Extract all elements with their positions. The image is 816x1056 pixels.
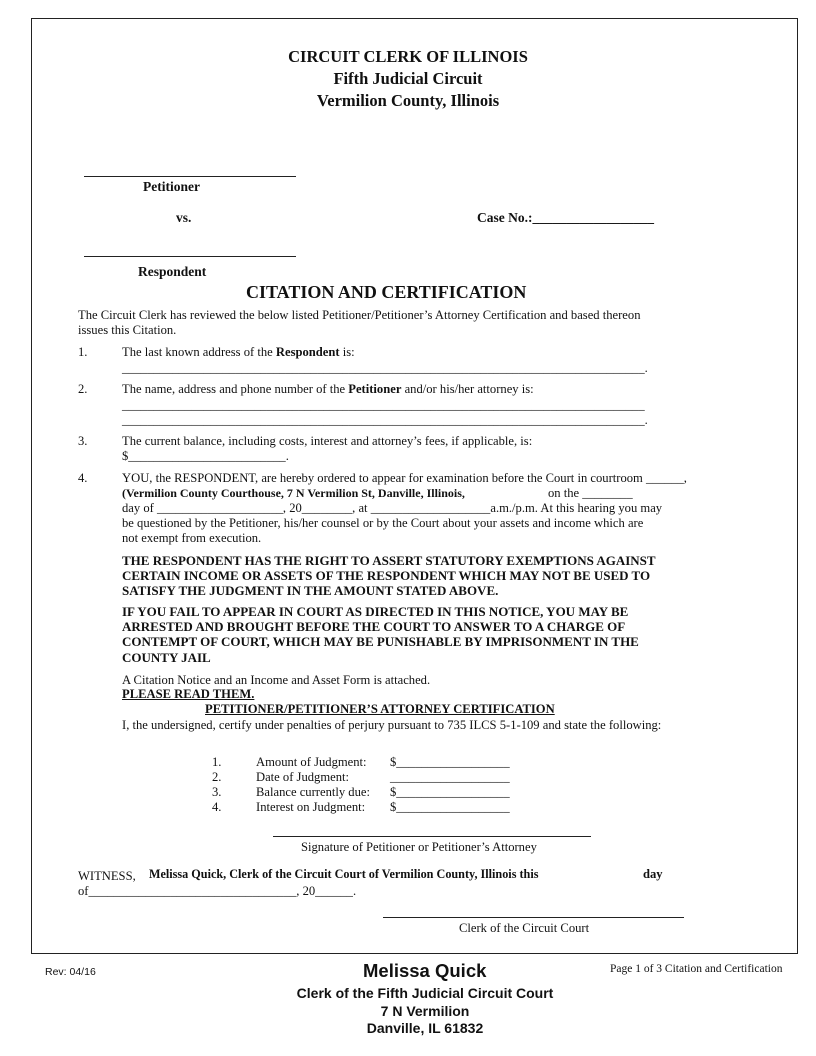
clerk-signature-line[interactable] xyxy=(383,917,684,918)
cert-field-3-number: 3. xyxy=(212,785,222,799)
header-line-1: CIRCUIT CLERK OF ILLINOIS xyxy=(288,47,528,66)
item-4-number: 4. xyxy=(78,471,88,485)
footer-city: Danville, IL 61832 xyxy=(366,1020,484,1036)
petitioner-signature-label: Signature of Petitioner or Petitioner’s Attorney xyxy=(301,840,537,854)
interest-on-judgment-field[interactable]: $__________________ xyxy=(390,800,510,814)
petitioner-info-field-1[interactable]: ___________________________________________________________________________________ xyxy=(122,398,645,412)
petitioner-info-field-2[interactable]: ___________________________________________________________________________________. xyxy=(122,413,648,427)
balance-due-field[interactable]: $__________________ xyxy=(390,785,510,799)
cert-field-4-number: 4. xyxy=(212,800,222,814)
item-4-line-1: YOU, the RESPONDENT, are hereby ordered to appear for examination before the Court in courtroom ______, xyxy=(122,471,687,485)
petitioner-label: Petitioner xyxy=(143,179,200,194)
balance-field[interactable]: $_________________________. xyxy=(122,449,289,463)
vs-label: vs. xyxy=(176,210,192,225)
attached-forms-text: A Citation Notice and an Income and Asset Form is attached. xyxy=(122,673,431,687)
amount-of-judgment-field[interactable]: $__________________ xyxy=(390,755,510,769)
item-2-number: 2. xyxy=(78,382,88,396)
certification-statement: I, the undersigned, certify under penalties of perjury pursuant to 735 ILCS 5-1-109 and state the following: xyxy=(122,718,662,732)
cert-field-1-label: Amount of Judgment: xyxy=(256,755,367,769)
cert-field-4-label: Interest on Judgment: xyxy=(256,800,366,814)
cert-field-2-number: 2. xyxy=(212,770,222,784)
witness-date-field[interactable]: of_________________________________, 20______. xyxy=(78,884,357,898)
footer-court-name: Clerk of the Fifth Judicial Circuit Court xyxy=(296,985,554,1001)
certification-heading: PETITIONER/PETITIONER’S ATTORNEY CERTIFICATION xyxy=(205,702,555,716)
courthouse-address: (Vermilion County Courthouse, 7 N Vermilion St, Danville, Illinois, xyxy=(122,486,465,500)
item-1-number: 1. xyxy=(78,345,88,359)
cert-field-1-number: 1. xyxy=(212,755,222,769)
cert-field-2-label: Date of Judgment: xyxy=(256,770,350,784)
item-4-line-4: be questioned by the Petitioner, his/her counsel or by the Court about your assets and income which are xyxy=(122,516,644,530)
header-line-3: Vermilion County, Illinois xyxy=(316,91,500,110)
petitioner-line[interactable] xyxy=(84,176,296,177)
exemptions-notice: THE RESPONDENT HAS THE RIGHT TO ASSERT STATUTORY EXEMPTIONS AGAINST CERTAIN INCOME OR ASSETS OF THE RESPONDENT WHICH MAY NOT BE USED TO SATISFY THE JUDGMENT IN THE AMOUNT STATED ABOVE. xyxy=(122,553,656,599)
date-of-judgment-field[interactable]: ___________________ xyxy=(390,770,510,784)
respondent-line[interactable] xyxy=(84,256,296,257)
footer-street: 7 N Vermilion xyxy=(380,1003,470,1019)
item-4-line-5: not exempt from execution. xyxy=(122,531,262,545)
clerk-signature-label: Clerk of the Circuit Court xyxy=(459,921,590,935)
revision-label: Rev: 04/16 xyxy=(45,966,96,978)
intro-line-1: The Circuit Clerk has reviewed the below listed Petitioner/Petitioner’s Attorney Certification and based thereon xyxy=(78,308,641,322)
item-2-text: The name, address and phone number of the Petitioner and/or his/her attorney is: xyxy=(122,382,534,396)
witness-clerk-text: Melissa Quick, Clerk of the Circuit Court of Vermilion County, Illinois this xyxy=(149,867,539,881)
footer-clerk-name: Melissa Quick xyxy=(363,960,487,981)
case-number-field[interactable]: Case No.:__________________ xyxy=(477,210,654,225)
intro-line-2: issues this Citation. xyxy=(78,323,177,337)
respondent-address-field[interactable]: ___________________________________________________________________________________. xyxy=(122,361,648,375)
petitioner-signature-line[interactable] xyxy=(273,836,591,837)
item-4-line-3[interactable]: day of ____________________, 20________, at ___________________a.m./p.m. At this hearing you may xyxy=(122,501,663,515)
page-number-label: Page 1 of 3 Citation and Certification xyxy=(610,963,783,975)
hearing-date-on-the[interactable]: on the ________ xyxy=(548,486,633,500)
document-title: CITATION AND CERTIFICATION xyxy=(246,282,527,302)
witness-label: WITNESS, xyxy=(78,869,136,883)
item-3-text: The current balance, including costs, interest and attorney’s fees, if applicable, is: xyxy=(122,434,533,448)
item-3-number: 3. xyxy=(78,434,88,448)
item-1-text: The last known address of the Respondent is: xyxy=(122,345,355,359)
header-line-2: Fifth Judicial Circuit xyxy=(333,69,483,88)
please-read-text: PLEASE READ THEM. xyxy=(122,687,255,701)
cert-field-3-label: Balance currently due: xyxy=(256,785,370,799)
witness-day-label: day xyxy=(643,867,663,881)
respondent-label: Respondent xyxy=(138,264,207,279)
failure-to-appear-notice: IF YOU FAIL TO APPEAR IN COURT AS DIRECTED IN THIS NOTICE, YOU MAY BE ARRESTED AND BROUGHT BEFORE THE COURT TO ANSWER TO A CHARGE OF CONTEMPT OF COURT, WHICH MAY BE PUNISHABLE BY IMPRISONMENT IN THE COUNTY JAIL xyxy=(122,604,639,665)
